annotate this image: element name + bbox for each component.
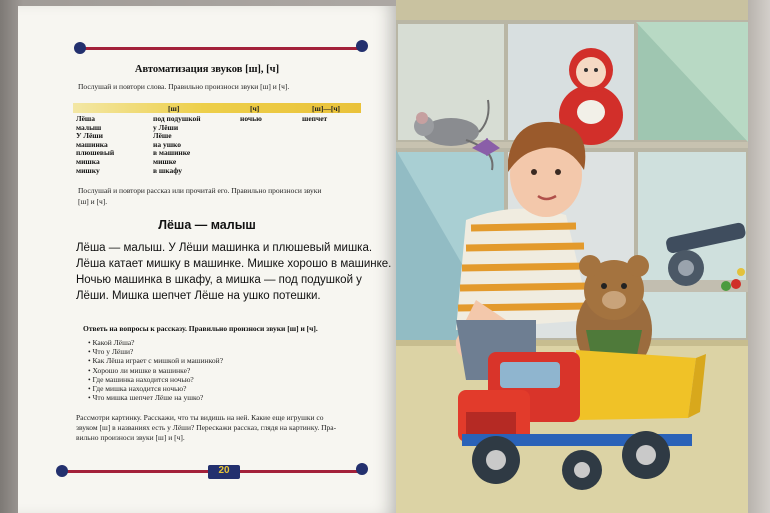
instruction-2-line2: [ш] и [ч].	[78, 197, 108, 206]
top-decor-bar	[80, 47, 364, 50]
word-cell: Лёше	[153, 131, 172, 141]
table-header-sh-ch: [ш]—[ч]	[312, 104, 341, 113]
word-cell: мишку	[76, 165, 100, 175]
task-text	[76, 413, 398, 443]
word-cell: в шкафу	[153, 165, 182, 175]
questions-heading: Ответь на вопросы к рассказу. Правильно произноси звуки [ш] и [ч].	[83, 324, 318, 333]
task-line: звуком [ш] в названиях есть у Лёши? Перескажи рассказ, глядя на картинку. Пра-	[76, 423, 337, 432]
top-left-dot	[74, 42, 86, 54]
top-shelf-rail	[396, 0, 748, 20]
page-number: 20	[218, 465, 230, 476]
word-cell: шепчет	[302, 114, 328, 123]
question-item: • Что мишка шепчет Лёше на ушко?	[88, 393, 223, 402]
instruction-text: Послушай и повтори слова. Правильно произноси звуки [ш] и [ч].	[78, 82, 290, 91]
table-col-1	[76, 115, 114, 175]
table-col-2	[153, 115, 201, 175]
questions-list	[88, 338, 223, 402]
word-cell: у Лёши	[153, 122, 179, 132]
story-text: Лёша — малыш. У Лёши машинка и плюшевый мишка. Лёша катает мишку в машинке. Мишке хорошо в машинке. Ночью машинка в шкафу, а мишка — под подушкой у Лёши. Мишка шепчет Лёше на ушко потешки.	[76, 242, 392, 302]
story-title: Лёша — малыш	[158, 218, 256, 232]
bottom-left-dot	[56, 465, 68, 477]
book-edge	[748, 0, 770, 513]
task-line: Рассмотри картинку. Расскажи, что ты видишь на ней. Какие еще игрушки со	[76, 413, 324, 422]
question-item: • Как Лёша играет с мишкой и машинкой?	[88, 356, 223, 365]
task-line: вильно произноси звуки [ш] и [ч].	[76, 433, 185, 442]
floor-edge	[396, 340, 748, 346]
table-header-sh: [ш]	[168, 104, 180, 113]
word-cell: под подушкой	[153, 114, 201, 123]
top-right-dot	[356, 40, 368, 52]
word-cell: машинка	[76, 139, 108, 149]
word-cell: Лёша	[76, 114, 95, 123]
instruction-2-line1: Послушай и повтори рассказ или прочитай его. Правильно произноси звуки	[78, 186, 322, 195]
word-cell: в машинке	[153, 148, 191, 158]
question-item: • Что у Лёши?	[88, 347, 223, 356]
page-title: Автоматизация звуков [ш], [ч]	[134, 64, 280, 75]
word-cell: на ушко	[153, 139, 182, 149]
word-cell: У Лёши	[76, 131, 103, 141]
table-col-4	[302, 115, 327, 124]
question-item: • Где машинка находится ночью?	[88, 375, 223, 384]
word-cell: ночью	[240, 114, 262, 123]
right-page-illustration	[396, 0, 748, 513]
question-item: • Какой Лёша?	[88, 338, 223, 347]
word-cell: малыш	[76, 122, 102, 132]
table-col-3	[240, 115, 262, 124]
bottom-right-dot	[356, 463, 368, 475]
table-header-ch: [ч]	[250, 104, 260, 113]
left-page	[18, 6, 396, 513]
word-cell: мишке	[153, 156, 177, 166]
question-item: • Где мишка находится ночью?	[88, 384, 223, 393]
illustration-svg	[396, 0, 748, 513]
word-cell: плюшевый	[76, 148, 115, 158]
word-cell: мишка	[76, 156, 100, 166]
question-item: • Хорошо ли мишке в машинке?	[88, 366, 223, 375]
